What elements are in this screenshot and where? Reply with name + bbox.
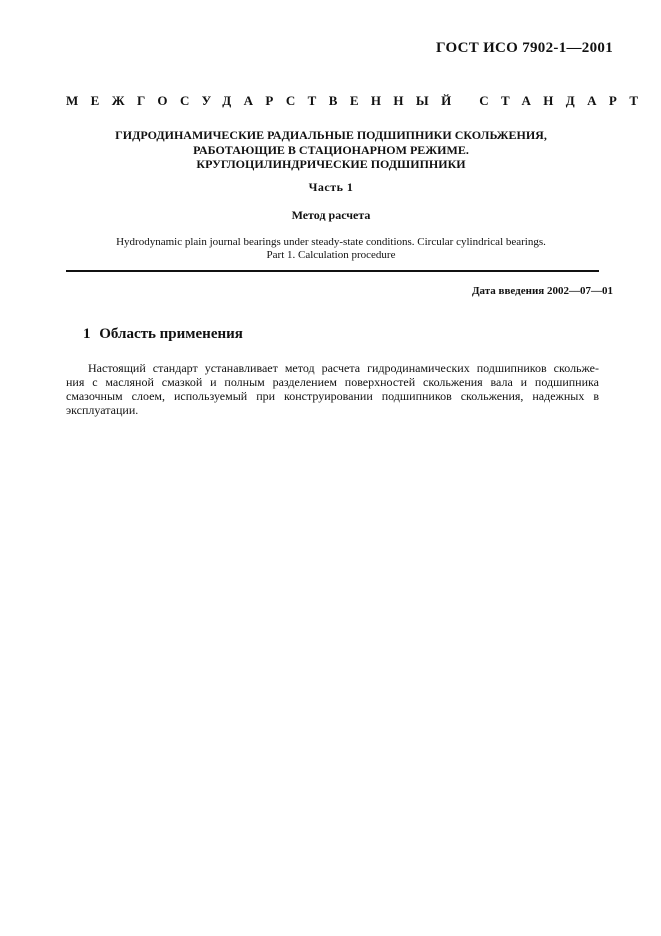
document-title — [66, 128, 596, 172]
english-title-line: Hydrodynamic plain journal bearings under steady-state conditions. Circular cylindrical bearings. — [116, 236, 546, 248]
paragraph — [66, 361, 599, 417]
text-line: Настоящий стандарт устанавливает метод расчета гидродинамических подшипников скольже- — [88, 361, 599, 375]
section-number: 1 — [83, 326, 91, 342]
part-label: Часть 1 — [308, 180, 354, 194]
section-1-heading — [83, 326, 243, 343]
title-line: КРУГЛОЦИЛИНДРИЧЕСКИЕ ПОДШИПНИКИ — [196, 157, 466, 171]
method-label: Метод расчета — [291, 208, 371, 222]
title-line: ГИДРОДИНАМИЧЕСКИЕ РАДИАЛЬНЫЕ ПОДШИПНИКИ СКОЛЬЖЕНИЯ, — [115, 128, 547, 142]
text-line: эксплуатации. — [66, 403, 139, 417]
interstate-standard-banner: МЕЖГОСУДАРСТВЕННЫЙ СТАНДАРТ — [66, 93, 651, 108]
section-title: Область применения — [99, 326, 243, 342]
english-title — [66, 236, 596, 262]
introduction-date: Дата введения 2002—07—01 — [471, 285, 613, 297]
title-divider — [66, 270, 599, 272]
text-line: ния с масляной смазкой и полным разделением поверхностей скольжения вала и подшипника — [66, 375, 599, 389]
text-line: смазочным слоем, используемый при конструировании подшипников скольжения, надежных в — [66, 389, 599, 403]
english-title-line: Part 1. Calculation procedure — [266, 249, 396, 261]
title-line: РАБОТАЮЩИЕ В СТАЦИОНАРНОМ РЕЖИМЕ. — [193, 142, 469, 157]
standard-code: ГОСТ ИСО 7902-1—2001 — [435, 40, 613, 56]
